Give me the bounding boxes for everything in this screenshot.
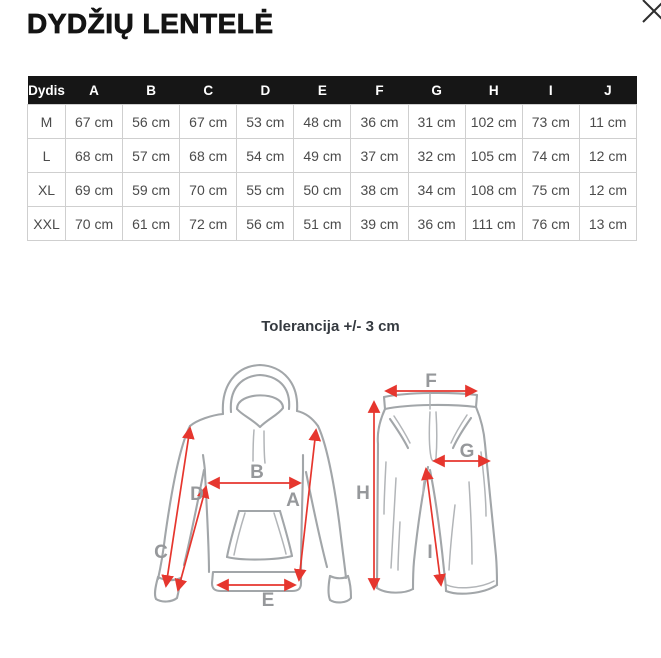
size-label: XL — [28, 173, 66, 207]
size-label: M — [28, 105, 66, 139]
measurement-cell: 102 cm — [465, 105, 522, 139]
measurement-cell: 51 cm — [294, 207, 351, 241]
measurement-label-b: B — [250, 462, 264, 483]
column-header: D — [237, 76, 294, 105]
measurement-cell: 68 cm — [180, 139, 237, 173]
measurement-cell: 75 cm — [522, 173, 579, 207]
measurement-label-a: A — [286, 490, 300, 511]
measurement-cell: 31 cm — [408, 105, 465, 139]
column-header: J — [579, 76, 636, 105]
measurement-cell: 72 cm — [180, 207, 237, 241]
measurement-cell: 49 cm — [294, 139, 351, 173]
measurement-cell: 34 cm — [408, 173, 465, 207]
measurement-cell: 39 cm — [351, 207, 408, 241]
measurement-cell: 74 cm — [522, 139, 579, 173]
measurement-label-i: I — [427, 542, 433, 563]
measurement-label-d: D — [190, 484, 204, 505]
size-label: XXL — [28, 207, 66, 241]
column-header: C — [180, 76, 237, 105]
measurement-cell: 11 cm — [579, 105, 636, 139]
measurement-cell: 36 cm — [351, 105, 408, 139]
drawstring-right — [264, 431, 265, 463]
measurement-cell: 55 cm — [237, 173, 294, 207]
measurement-cell: 37 cm — [351, 139, 408, 173]
measurement-cell: 12 cm — [579, 139, 636, 173]
pants-diagram — [356, 371, 497, 594]
measurement-cell: 54 cm — [237, 139, 294, 173]
measurement-cell: 56 cm — [237, 207, 294, 241]
measurement-cell: 57 cm — [123, 139, 180, 173]
drawstring-left — [253, 430, 254, 461]
measurement-cell: 68 cm — [66, 139, 123, 173]
measurement-cell: 67 cm — [66, 105, 123, 139]
measurement-label-e: E — [261, 590, 275, 611]
page-title: DYDŽIŲ LENTELĖ — [27, 8, 274, 39]
measurement-cell: 111 cm — [465, 207, 522, 241]
measurement-cell: 56 cm — [123, 105, 180, 139]
measurement-cell: 36 cm — [408, 207, 465, 241]
measurement-cell: 53 cm — [237, 105, 294, 139]
column-header: B — [123, 76, 180, 105]
column-header: E — [294, 76, 351, 105]
measurement-cell: 61 cm — [123, 207, 180, 241]
measurement-label-f: F — [425, 371, 437, 392]
measurement-cell: 76 cm — [522, 207, 579, 241]
measurement-label-g: G — [459, 441, 475, 462]
measurement-cell: 50 cm — [294, 173, 351, 207]
measurement-cell: 73 cm — [522, 105, 579, 139]
measurement-cell: 12 cm — [579, 173, 636, 207]
column-header: I — [522, 76, 579, 105]
hem-band — [212, 572, 301, 591]
measurement-cell: 70 cm — [180, 173, 237, 207]
measurement-cell: 32 cm — [408, 139, 465, 173]
measurement-cell: 108 cm — [465, 173, 522, 207]
measurement-cell: 70 cm — [66, 207, 123, 241]
measurement-cell: 59 cm — [123, 173, 180, 207]
measurement-label-c: C — [154, 542, 168, 563]
measurement-cell: 48 cm — [294, 105, 351, 139]
column-header: F — [351, 76, 408, 105]
measurement-label-h: H — [356, 483, 370, 504]
measurement-cell: 67 cm — [180, 105, 237, 139]
column-header: Dydis — [28, 76, 66, 105]
fly-seam — [429, 412, 436, 461]
measurement-cell: 105 cm — [465, 139, 522, 173]
column-header: H — [465, 76, 522, 105]
measurement-cell: 69 cm — [66, 173, 123, 207]
size-label: L — [28, 139, 66, 173]
column-header: G — [408, 76, 465, 105]
measurement-cell: 38 cm — [351, 173, 408, 207]
column-header: A — [66, 76, 123, 105]
measurement-cell: 13 cm — [579, 207, 636, 241]
tolerance-note: Tolerancija +/- 3 cm — [261, 318, 400, 335]
hoodie-diagram — [154, 365, 351, 611]
